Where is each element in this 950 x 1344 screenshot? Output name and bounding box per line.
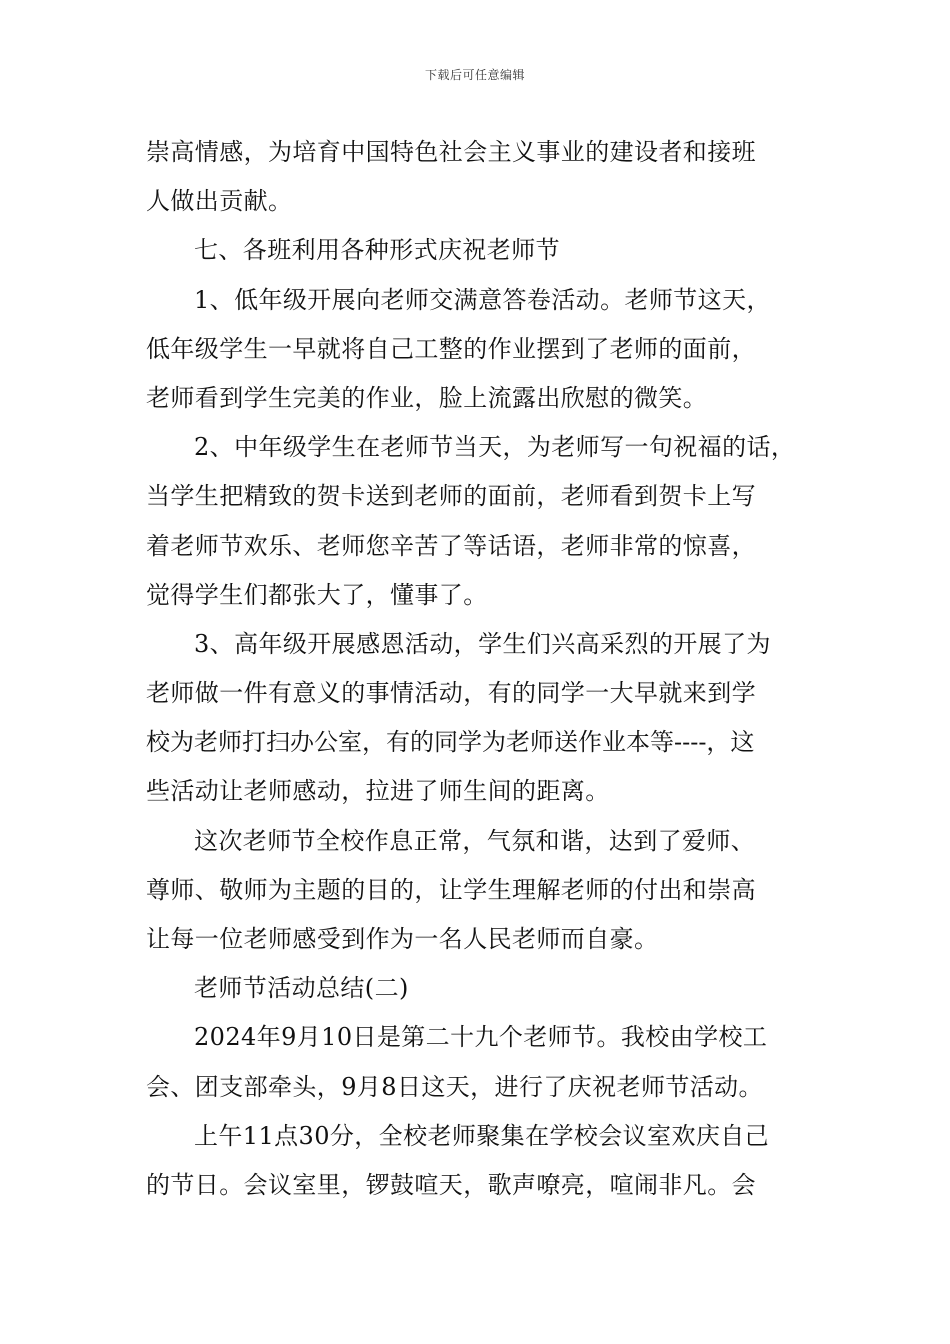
section-title: 老师节活动总结(二) [194,974,409,1003]
text-line: 老师做一件有意义的事情活动，有的同学一大早就来到学 [146,679,756,708]
text-line: 着老师节欢乐、老师您辛苦了等话语，老师非常的惊喜， [146,531,756,560]
text-line: 会、团支部牵头，9月8日这天，进行了庆祝老师节活动。 [146,1072,763,1101]
text-line: 的节日。会议室里，锣鼓喧天，歌声嘹亮，喧闹非凡。会 [146,1170,756,1199]
document-body [146,128,816,1210]
text-line: 让每一位老师感受到作为一名人民老师而自豪。 [146,925,659,953]
text-line: 觉得学生们都张大了，懂事了。 [146,580,488,609]
paragraph-start: 2024年9月10日是第二十九个老师节。我校由学校工 [194,1023,768,1052]
text-line: 人做出贡献。 [146,187,293,216]
text-line: 尊师、敬师为主题的目的，让学生理解老师的付出和崇高 [146,875,756,904]
text-line: 低年级学生一早就将自己工整的作业摆到了老师的面前， [146,334,756,363]
text-line: 当学生把精致的贺卡送到老师的面前，老师看到贺卡上写 [146,482,756,511]
text-line: 崇高情感，为培育中国特色社会主义事业的建设者和接班 [146,138,756,166]
paragraph-start: 2、中年级学生在老师节当天，为老师写一句祝福的话， [194,433,796,462]
page-header: 下载后可任意编辑 [424,68,525,82]
text-line: 些活动让老师感动，拉进了师生间的距离。 [146,777,610,806]
text-line: 校为老师打扫办公室，有的同学为老师送作业本等----，这 [146,728,755,757]
paragraph-start: 3、高年级开展感恩活动，学生们兴高采烈的开展了为 [194,629,771,658]
section-heading: 七、各班利用各种形式庆祝老师节 [194,236,560,265]
paragraph-start: 这次老师节全校作息正常，气氛和谐，达到了爱师、 [194,826,756,855]
text-line: 老师看到学生完美的作业，脸上流露出欣慰的微笑。 [146,383,708,412]
paragraph-start: 1、低年级开展向老师交满意答卷活动。老师节这天， [194,285,771,314]
paragraph-start: 上午11点30分，全校老师聚集在学校会议室欢庆自己 [194,1121,770,1150]
